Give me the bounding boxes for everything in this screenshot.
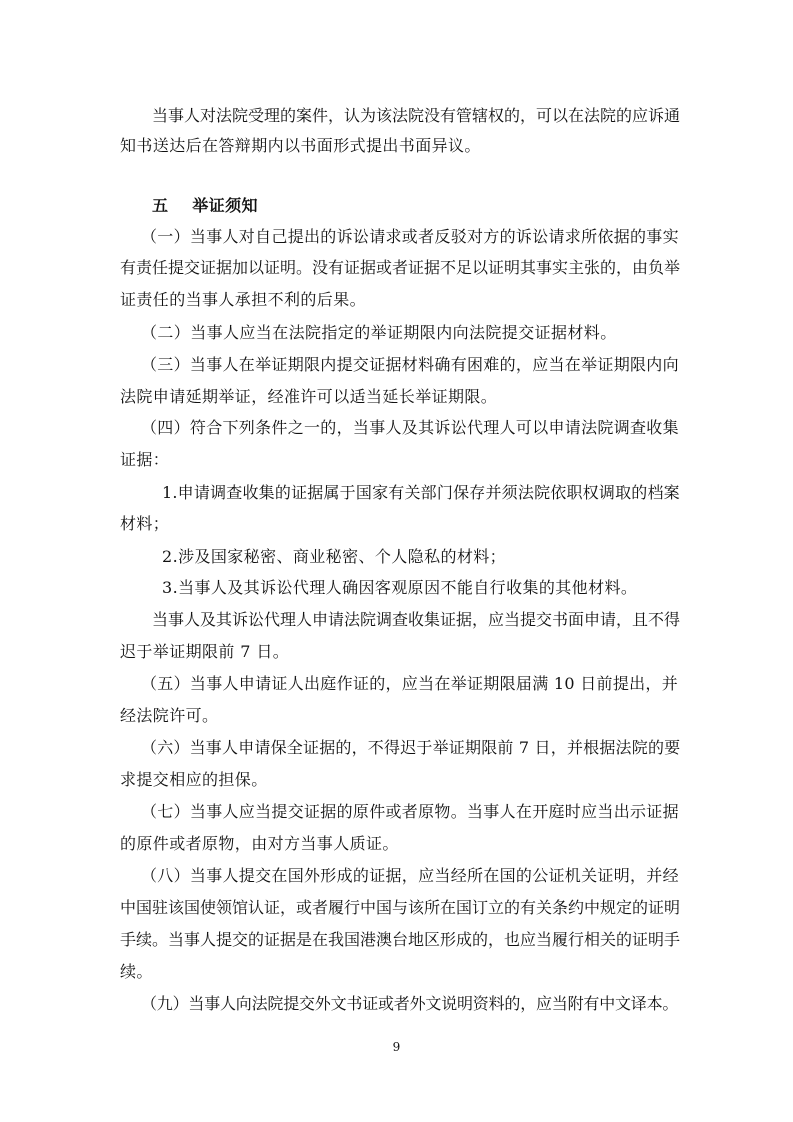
item-4-line-2: 证据： — [120, 450, 170, 469]
application-line-1: 当事人及其诉讼代理人申请法院调查收集证据，应当提交书面申请，且不得 — [152, 610, 681, 629]
item-6-line-1: （六）当事人申请保全证据的，不得迟于举证期限前 7 日，并根据法院的要 — [141, 738, 681, 757]
item-1-line-2: 有责任提交证据加以证明。没有证据或者证据不足以证明其事实主张的，由负举 — [120, 258, 681, 277]
item-7-line-2: 的原件或者原物，由对方当事人质证。 — [120, 834, 399, 853]
item-3-line-2: 法院申请延期举证，经准许可以适当延长举证期限。 — [120, 387, 498, 406]
item-3-line-1: （三）当事人在举证期限内提交证据材料确有困难的，应当在举证期限内向 — [141, 355, 679, 374]
subitem-1-line-1: 1.申请调查收集的证据属于国家有关部门保存并须法院依职权调取的档案 — [162, 483, 680, 502]
page-number: 9 — [392, 1040, 401, 1054]
item-2-line-1: （二）当事人应当在法院指定的举证期限内向法院提交证据材料。 — [141, 323, 617, 342]
intro-line-2: 知书送达后在答辩期内以书面形式提出书面异议。 — [120, 136, 481, 155]
item-8-line-4: 续。 — [120, 962, 153, 981]
item-7-line-1: （七）当事人应当提交证据的原件或者原物。当事人在开庭时应当出示证据 — [141, 802, 679, 821]
intro-line-1: 当事人对法院受理的案件，认为该法院没有管辖权的，可以在法院的应诉通 — [152, 106, 681, 125]
item-1-line-3: 证责任的当事人承担不利的后果。 — [120, 290, 367, 309]
subitem-2-line-1: 2.涉及国家秘密、商业秘密、个人隐私的材料； — [162, 547, 507, 566]
item-8-line-1: （八）当事人提交在国外形成的证据，应当经所在国的公证机关证明，并经 — [141, 866, 679, 885]
item-8-line-2: 中国驻该国使领馆认证，或者履行中国与该所在国订立的有关条约中规定的证明 — [120, 898, 681, 917]
item-1-line-1: （一）当事人对自己提出的诉讼请求或者反驳对方的诉讼请求所依据的事实 — [141, 227, 679, 246]
item-5-line-2: 经法院许可。 — [120, 706, 219, 725]
item-6-line-2: 求提交相应的担保。 — [120, 770, 268, 789]
item-5-line-1: （五）当事人申请证人出庭作证的，应当在举证期限届满 10 日前提出，并 — [141, 674, 679, 693]
item-9-line-1: （九）当事人向法院提交外文书证或者外文说明资料的，应当附有中文译本。 — [141, 994, 679, 1013]
item-8-line-3: 手续。当事人提交的证据是在我国港澳台地区形成的，也应当履行相关的证明手 — [120, 930, 681, 949]
subitem-3-line-1: 3.当事人及其诉讼代理人确因客观原因不能自行收集的其他材料。 — [162, 578, 638, 597]
section-heading: 五 举证须知 — [152, 196, 258, 215]
item-4-line-1: （四）符合下列条件之一的，当事人及其诉讼代理人可以申请法院调查收集 — [141, 418, 679, 437]
application-line-2: 迟于举证期限前 7 日。 — [120, 642, 290, 661]
subitem-1-line-2: 材料； — [120, 514, 170, 533]
